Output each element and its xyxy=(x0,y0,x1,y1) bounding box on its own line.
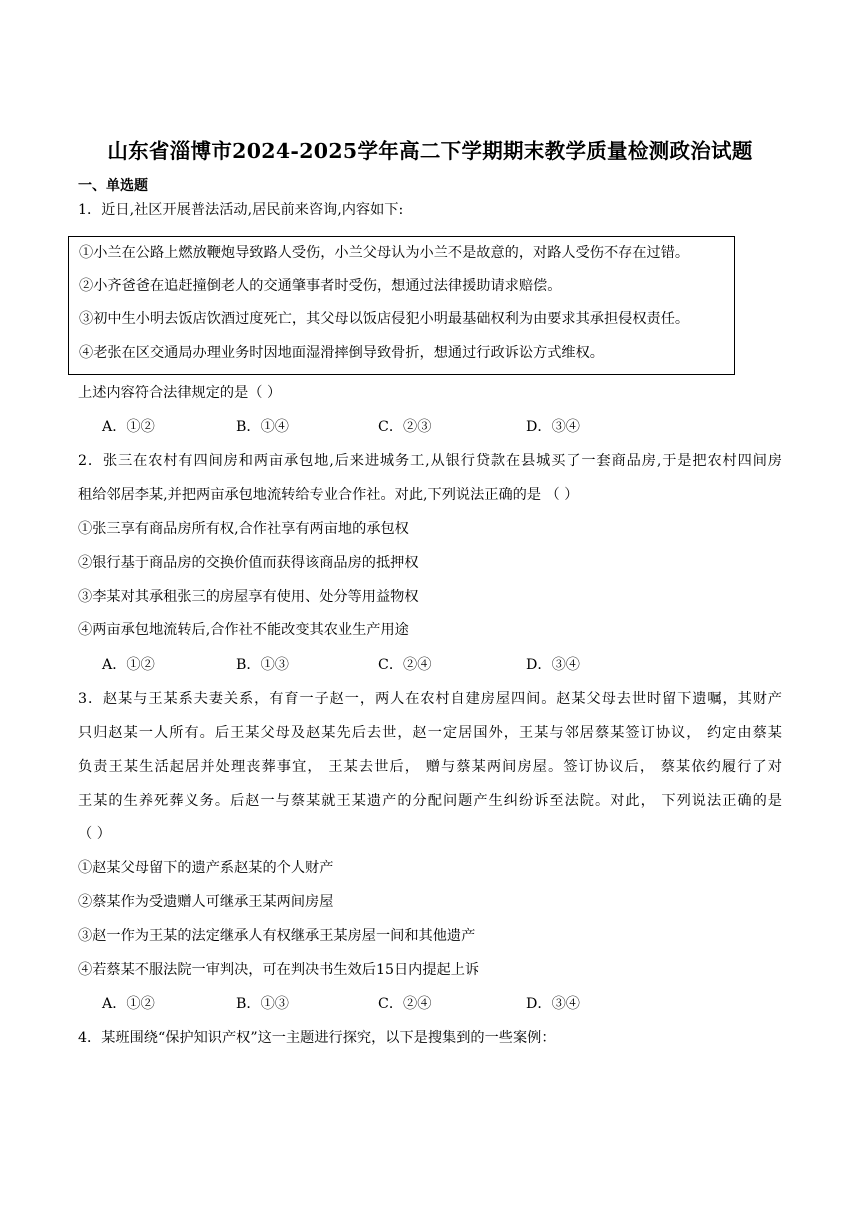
question-3-stem-line: 只归赵某一人所有。后王某父母及赵某先后去世，赵一定居国外，王某与邻居蔡某签订协议， 约定由蔡某 xyxy=(78,725,782,741)
statement-item: ③赵一作为王某的法定继承人有权继承王某房屋一间和其他遗产 xyxy=(78,928,476,944)
question-2-stem-line: 2．张三在农村有四间房和两亩承包地,后来进城务工,从银行贷款在县城买了一套商品房,于是把农村四间房 xyxy=(78,453,782,469)
question-1-prompt: 上述内容符合法律规定的是（ ） xyxy=(78,385,282,401)
page-title: 山东省淄博市2024-2025学年高二下学期期末教学质量检测政治试题 xyxy=(107,139,753,163)
case-item: ①小兰在公路上燃放鞭炮导致路人受伤，小兰父母认为小兰不是故意的，对路人受伤不存在过错。 xyxy=(79,245,690,261)
statement-item: ④若蔡某不服法院一审判决，可在判决书生效后15日内提起上诉 xyxy=(78,962,480,978)
option-b[interactable]: B．①③ xyxy=(236,657,289,673)
option-d[interactable]: D．③④ xyxy=(526,657,580,673)
case-item: ②小齐爸爸在追赶撞倒老人的交通肇事者时受伤，想通过法律援助请求赔偿。 xyxy=(79,278,562,294)
question-3-stem-line: 3．赵某与王某系夫妻关系，有育一子赵一，两人在农村自建房屋四间。赵某父母去世时留下遗嘱，其财产 xyxy=(78,691,782,707)
statement-item: ③李某对其承租张三的房屋享有使用、处分等用益物权 xyxy=(78,589,419,605)
question-4-stem: 4．某班围绕“保护知识产权”这一主题进行探究，以下是搜集到的一些案例： xyxy=(78,1030,556,1046)
option-b[interactable]: B．①③ xyxy=(236,996,289,1012)
option-d[interactable]: D．③④ xyxy=(526,996,580,1012)
statement-item: ①赵某父母留下的遗产系赵某的个人财产 xyxy=(78,860,334,876)
question-1-stem: 1．近日,社区开展普法活动,居民前来咨询,内容如下: xyxy=(78,202,404,218)
case-item: ④老张在区交通局办理业务时因地面湿滑摔倒导致骨折，想通过行政诉讼方式维权。 xyxy=(79,345,604,361)
option-d[interactable]: D．③④ xyxy=(526,419,580,435)
statement-item: ④两亩承包地流转后,合作社不能改变其农业生产用途 xyxy=(78,622,409,638)
question-1-case-box xyxy=(68,236,735,375)
question-3-stem-line: 负责王某生活起居并处理丧葬事宜， 王某去世后， 赠与蔡某两间房屋。签订协议后， 蔡某依约履行了对 xyxy=(78,759,782,775)
question-3-stem-line: 王某的生养死葬义务。后赵一与蔡某就王某遗产的分配问题产生纠纷诉至法院。对此， 下列说法正确的是 xyxy=(78,793,782,809)
option-a[interactable]: A．①② xyxy=(102,419,155,435)
statement-item: ②蔡某作为受遗赠人可继承王某两间房屋 xyxy=(78,894,334,910)
option-c[interactable]: C．②④ xyxy=(378,657,432,673)
statement-item: ②银行基于商品房的交换价值而获得该商品房的抵押权 xyxy=(78,555,419,571)
option-c[interactable]: C．②③ xyxy=(378,419,432,435)
question-2-stem-line: 租给邻居李某,并把两亩承包地流转给专业合作社。对此,下列说法正确的是 （ ） xyxy=(78,487,579,503)
option-a[interactable]: A．①② xyxy=(102,657,155,673)
option-b[interactable]: B．①④ xyxy=(236,419,289,435)
section-heading: 一、单选题 xyxy=(78,178,148,194)
option-c[interactable]: C．②④ xyxy=(378,996,432,1012)
statement-item: ①张三享有商品房所有权,合作社享有两亩地的承包权 xyxy=(78,521,409,537)
case-item: ③初中生小明去饭店饮酒过度死亡，其父母以饭店侵犯小明最基础权利为由要求其承担侵权责任。 xyxy=(79,311,690,327)
question-3-paren: （ ） xyxy=(78,826,111,842)
option-a[interactable]: A．①② xyxy=(102,996,155,1012)
